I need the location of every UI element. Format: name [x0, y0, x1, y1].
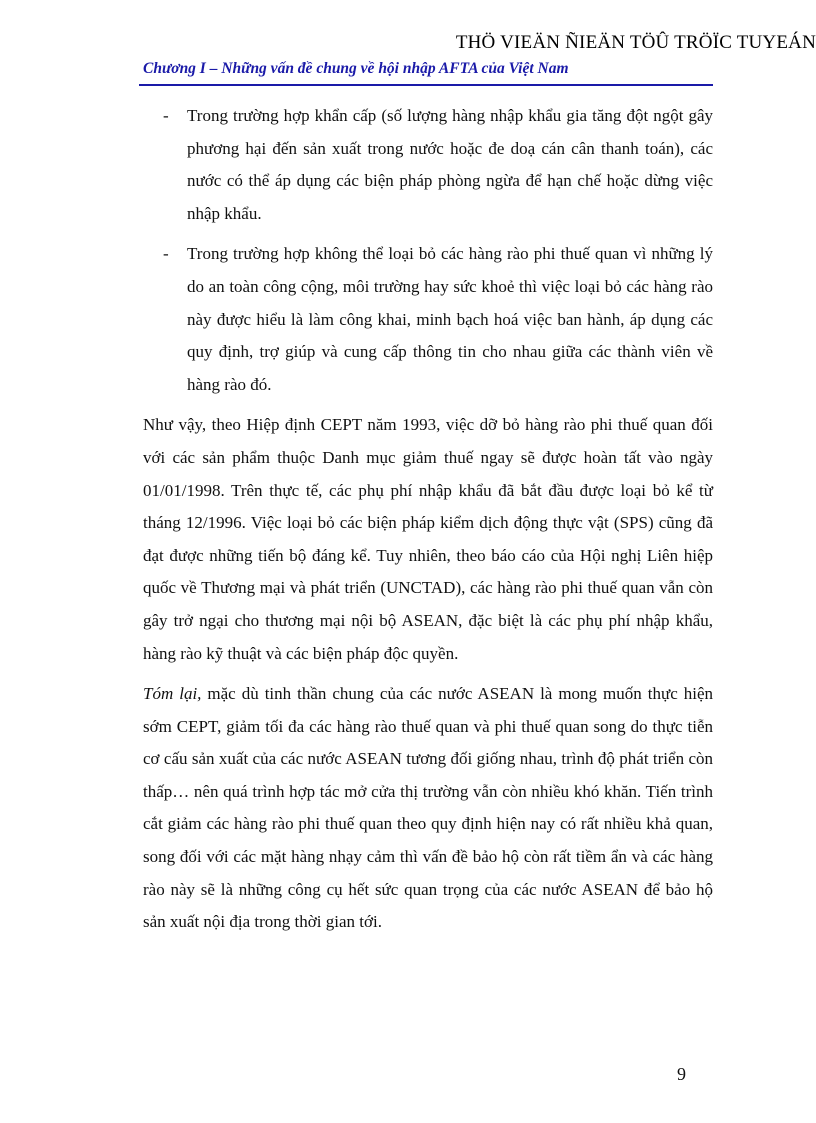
bullet-marker: -: [163, 106, 169, 125]
summary-lead: Tóm lại,: [143, 684, 202, 704]
page-number: 9: [677, 1064, 686, 1084]
header-divider: [139, 84, 713, 86]
bullet-item: [163, 100, 713, 230]
library-watermark: THÖ VIEÄN ÑIEÄN TÖÛ TRÖÏC TUYEÁN: [455, 32, 816, 53]
bullet-text: Trong trường hợp không thể loại bỏ các hàng rào phi thuế quan vì những lý do an toàn công cộng, môi trường hay sức khoẻ thì việc loại bỏ các hàng rào này được hiểu là làm công khai, minh bạch hoá việc ban hành, áp dụng các quy định, trợ giúp và cung cấp thông tin cho nhau giữa các thành viên về hàng rào đó.: [187, 244, 713, 394]
paragraph-cept: Như vậy, theo Hiệp định CEPT năm 1993, việc dỡ bỏ hàng rào phi thuế quan đối với các sản phẩm thuộc Danh mục giảm thuế ngay sẽ được hoàn tất vào ngày 01/01/1998. Trên thực tế, các phụ phí nhập khẩu đã bắt đầu được loại bỏ kể từ tháng 12/1996. Việc loại bỏ các biện pháp kiểm dịch động thực vật (SPS) cũng đã đạt được những tiến bộ đáng kể. Tuy nhiên, theo báo cáo của Hội nghị Liên hiệp quốc về Thương mại và phát triển (UNCTAD), các hàng rào phi thuế quan vẫn còn gây trở ngại cho thương mại nội bộ ASEAN, đặc biệt là các phụ phí nhập khẩu, hàng rào kỹ thuật và các biện pháp độc quyền.: [143, 415, 713, 663]
bullet-text: Trong trường hợp khẩn cấp (số lượng hàng nhập khẩu gia tăng đột ngột gây phương hại đến sản xuất trong nước hoặc đe doạ cán cân thanh toán), các nước có thể áp dụng các biện pháp phòng ngừa để hạn chế hoặc dừng việc nhập khẩu.: [187, 106, 713, 223]
bullet-marker: -: [163, 244, 169, 264]
paragraph-summary: [143, 678, 713, 939]
chapter-title: Chương I – Những vấn đề chung về hội nhập AFTA của Việt Nam: [143, 60, 569, 77]
document-body: [143, 100, 713, 947]
bullet-item: [163, 238, 713, 401]
summary-text: mặc dù tinh thần chung của các nước ASEAN là mong muốn thực hiện sớm CEPT, giảm tối đa các hàng rào thuế quan và phi thuế quan song do thực tiễn cơ cấu sản xuất của các nước ASEAN tương đối giống nhau, trình độ phát triển còn thấp… nên quá trình hợp tác mở cửa thị trường vẫn còn nhiều khó khăn. Tiến trình cắt giảm các hàng rào phi thuế quan theo quy định hiện nay có rất nhiều khả quan, song đối với các mặt hàng nhạy cảm thì vấn đề bảo hộ còn rất tiềm ẩn và các hàng rào này sẽ là những công cụ hết sức quan trọng của các nước ASEAN để bảo hộ sản xuất nội địa trong thời gian tới.: [143, 684, 713, 932]
